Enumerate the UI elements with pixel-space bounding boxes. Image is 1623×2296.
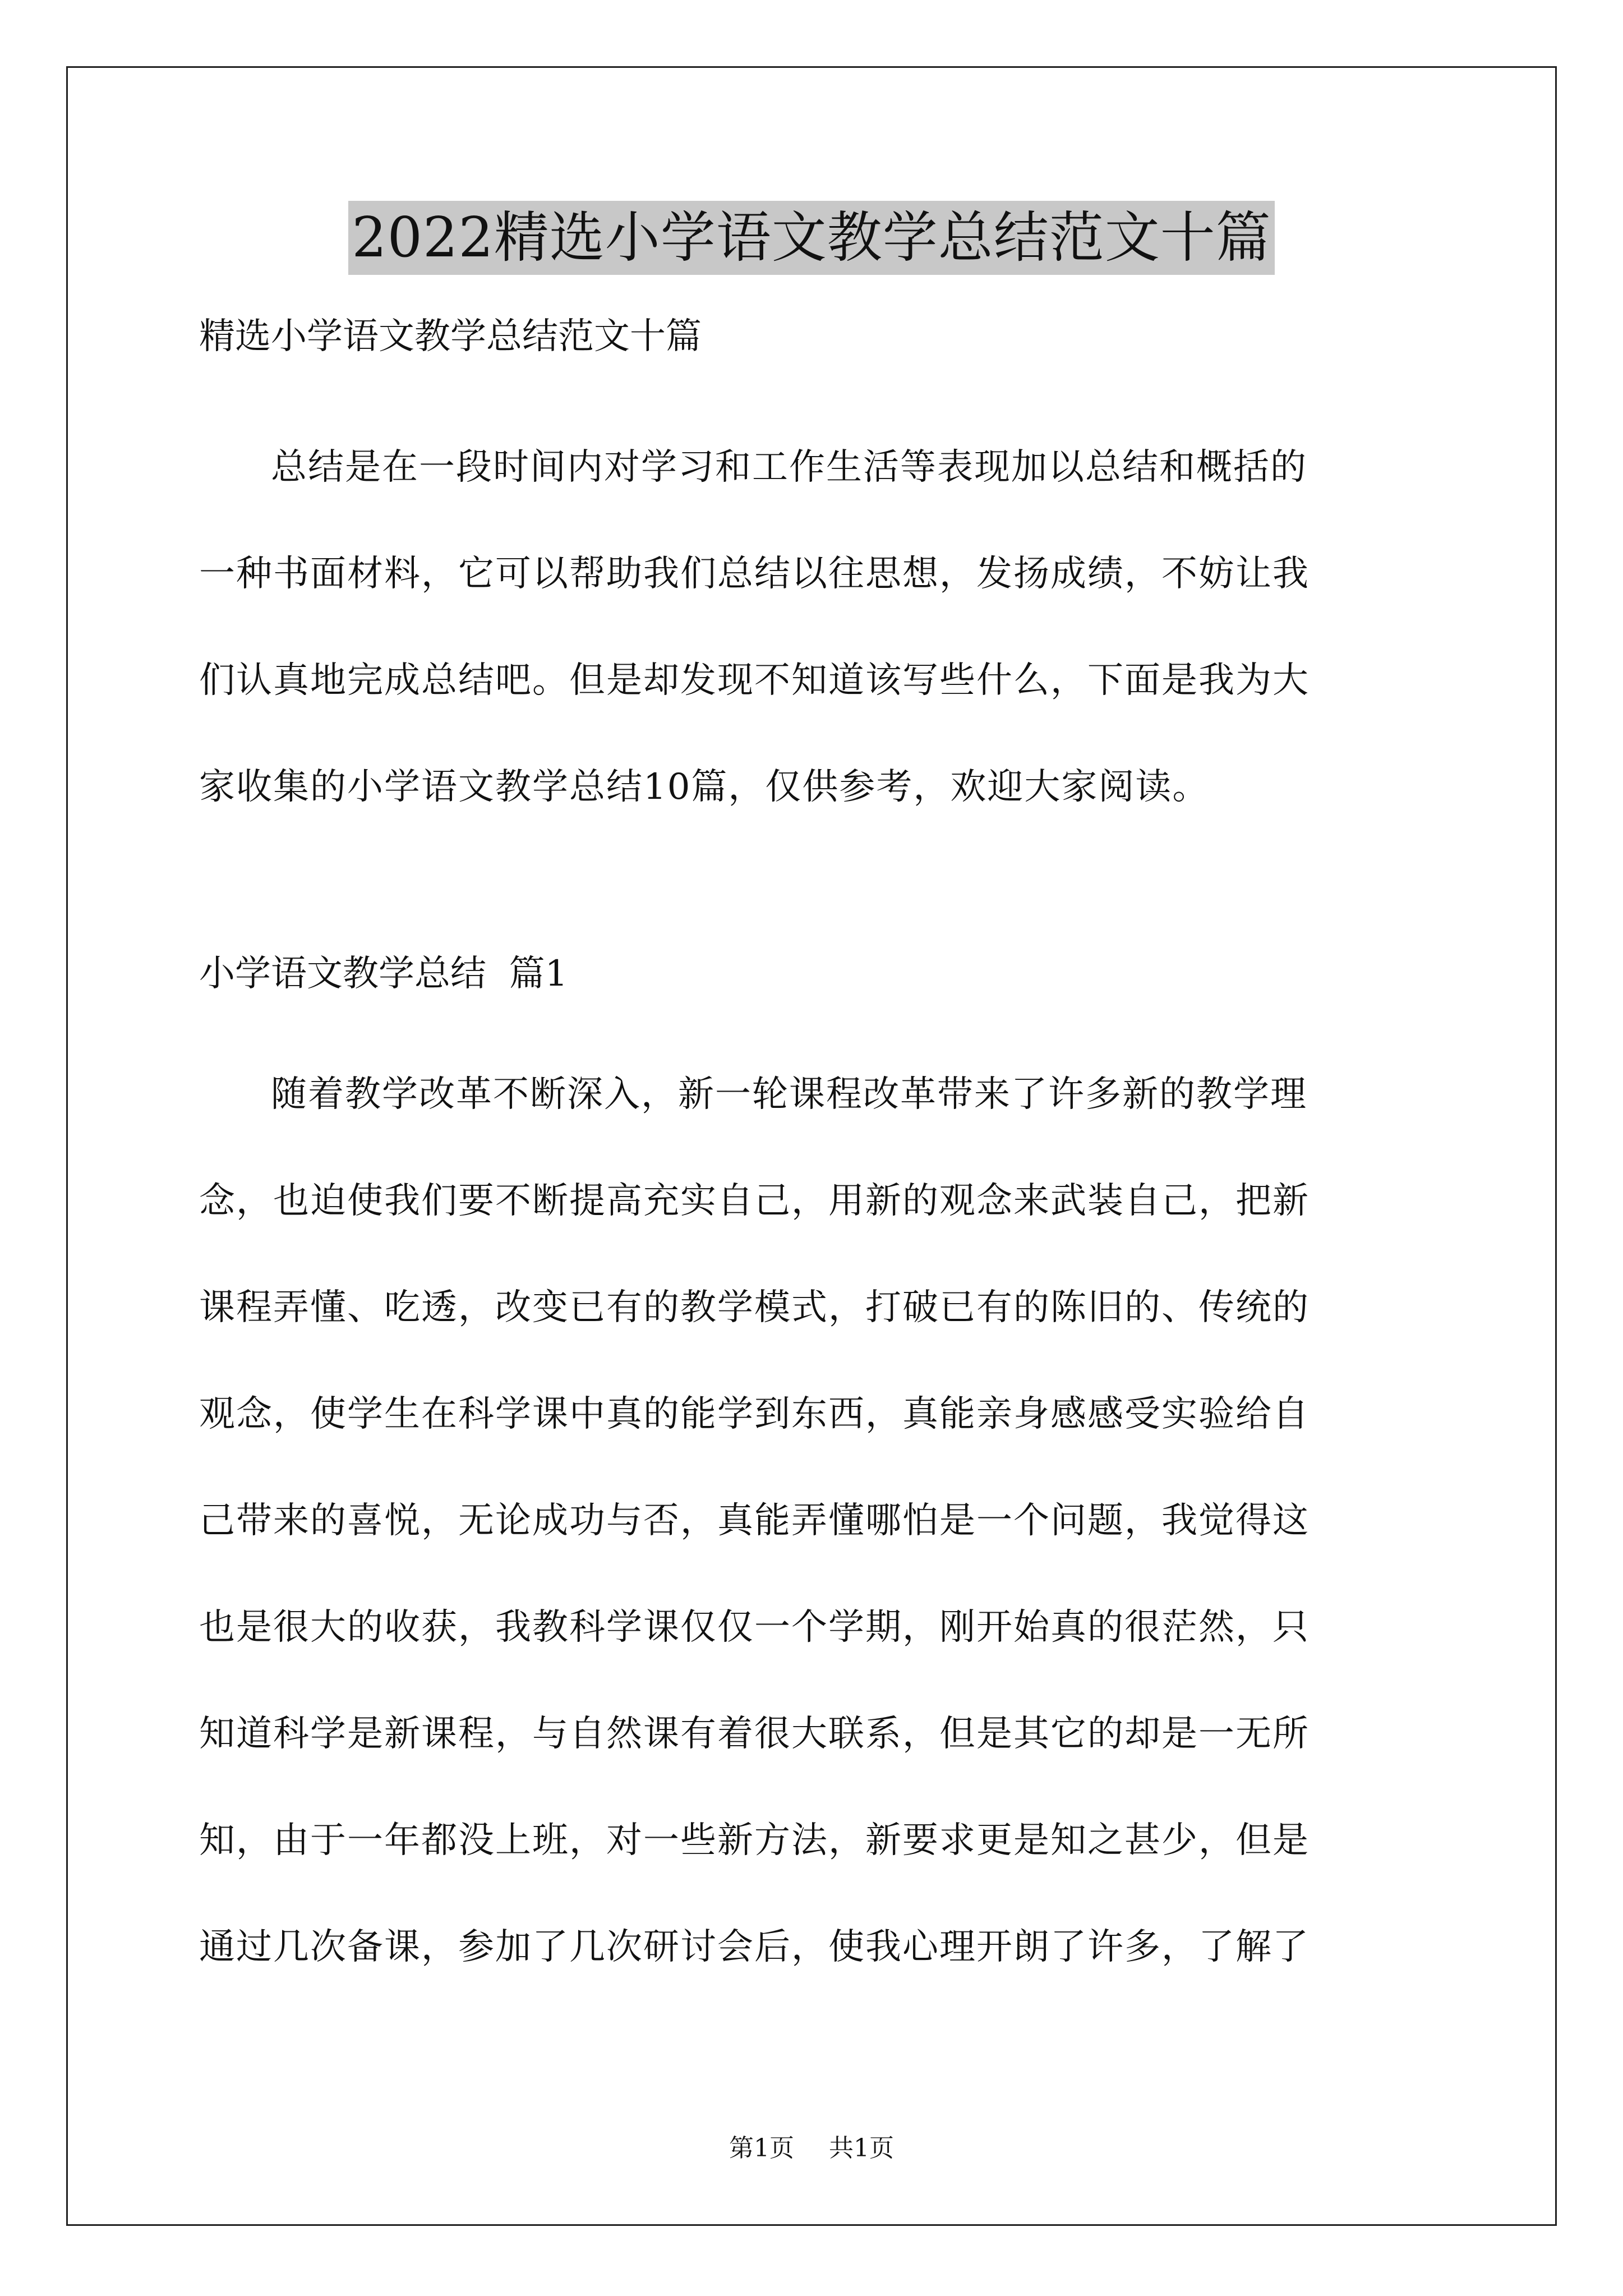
section-line: 观念，使学生在科学课中真的能学到东西，真能亲身感感受实验给自 bbox=[199, 1393, 1310, 1435]
section-paragraph bbox=[199, 1041, 1433, 2000]
section-line: 己带来的喜悦，无论成功与否，真能弄懂哪怕是一个问题，我觉得这 bbox=[199, 1500, 1310, 1542]
section-line: 随着教学改革不断深入，新一轮课程改革带来了许多新的教学理 bbox=[271, 1074, 1307, 1115]
document-title: 2022精选小学语文教学总结范文十篇 bbox=[348, 201, 1274, 275]
section-line: 通过几次备课，参加了几次研讨会后，使我心理开朗了许多，了解了 bbox=[199, 1926, 1310, 1968]
title-container bbox=[0, 201, 1623, 275]
intro-line: 们认真地完成总结吧。但是却发现不知道该写些什么，下面是我为大 bbox=[199, 660, 1310, 701]
section-line: 也是很大的收获，我教科学课仅仅一个学期，刚开始真的很茫然，只 bbox=[199, 1607, 1310, 1648]
document-subtitle: 精选小学语文教学总结范文十篇 bbox=[199, 316, 702, 357]
section-line: 念，也迫使我们要不断提高充实自己，用新的观念来武装自己，把新 bbox=[199, 1180, 1310, 1222]
section-line: 知道科学是新课程，与自然课有着很大联系，但是其它的却是一无所 bbox=[199, 1713, 1310, 1755]
intro-paragraph bbox=[199, 414, 1433, 840]
page-number: 第1页 bbox=[729, 2134, 794, 2162]
intro-line: 总结是在一段时间内对学习和工作生活等表现加以总结和概括的 bbox=[271, 447, 1307, 488]
section-heading: 小学语文教学总结 篇1 bbox=[199, 953, 568, 995]
page-total: 共1页 bbox=[829, 2134, 894, 2162]
section-line: 课程弄懂、吃透，改变已有的教学模式，打破已有的陈旧的、传统的 bbox=[199, 1287, 1310, 1328]
document-body bbox=[199, 303, 1433, 2000]
page-footer bbox=[0, 2132, 1623, 2165]
section-line: 知，由于一年都没上班，对一些新方法，新要求更是知之甚少，但是 bbox=[199, 1820, 1310, 1861]
intro-line: 家收集的小学语文教学总结10篇，仅供参考，欢迎大家阅读。 bbox=[199, 766, 1210, 808]
intro-line: 一种书面材料，它可以帮助我们总结以往思想，发扬成绩，不妨让我 bbox=[199, 553, 1310, 595]
